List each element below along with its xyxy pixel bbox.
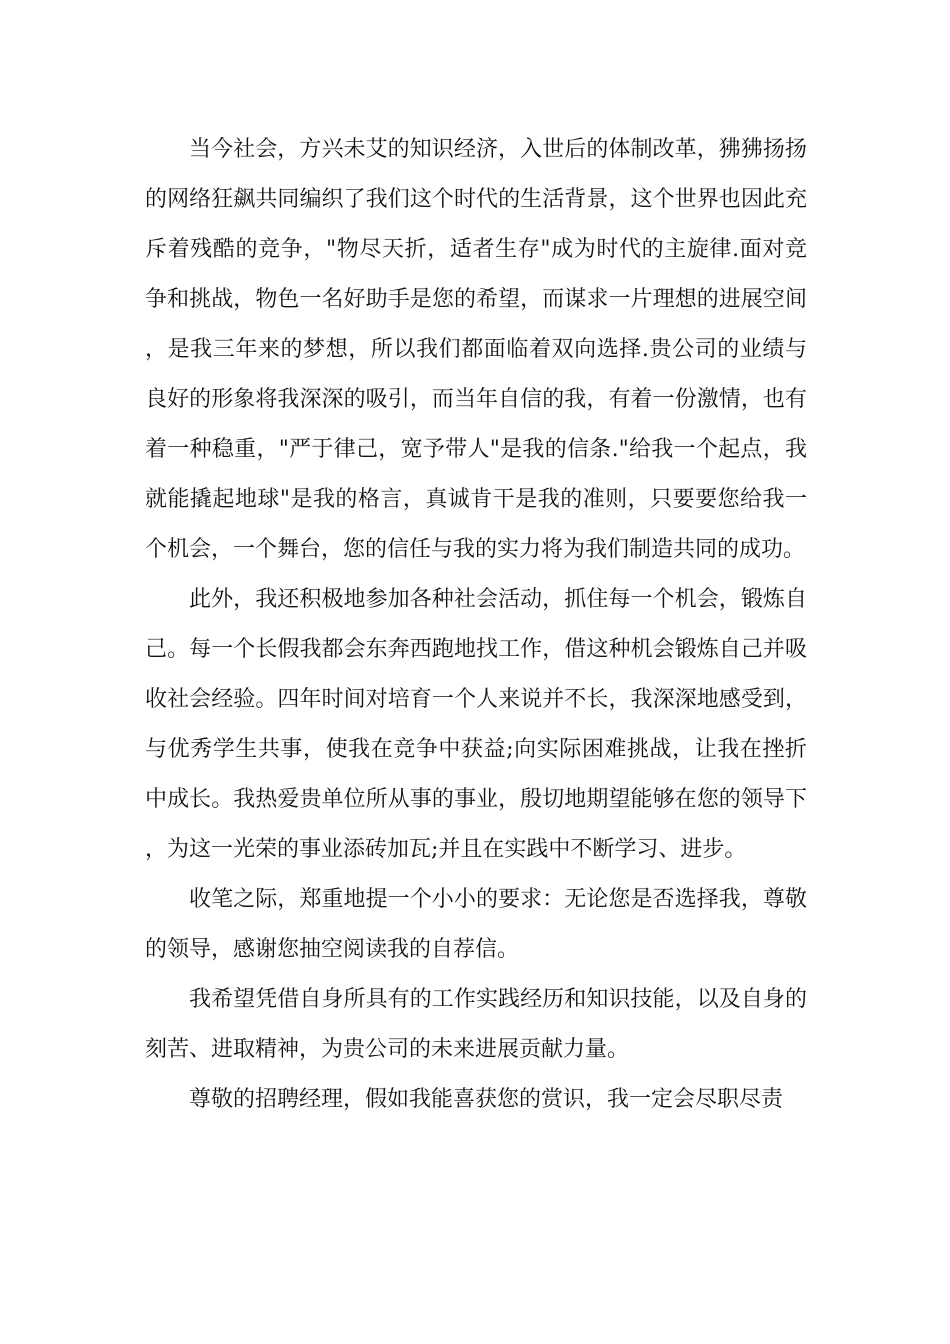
paragraph-2: 此外，我还积极地参加各种社会活动，抓住每一个机会，锻炼自己。每一个长假我都会东奔西跑地找工作，借这种机会锻炼自己并吸收社会经验。四年时间对培育一个人来说并不长，我深深地感受到，与优秀学生共事，使我在竞争中获益;向实际困难挑战，让我在挫折中成长。我热爱贵单位所从事的事业，殷切地期望能够在您的领导下，为这一光荣的事业添砖加瓦;并且在实践中不断学习、进步。 bbox=[145, 587, 807, 862]
paragraph-1: 当今社会，方兴未艾的知识经济，入世后的体制改革，狒狒扬扬的网络狂飙共同编织了我们这个时代的生活背景，这个世界也因此充斥着残酷的竞争，"物尽天折，适者生存"成为时代的主旋律.面对竞争和挑战，物色一名好助手是您的希望，而谋求一片理想的进展空间，是我三年来的梦想，所以我们都面临着双向选择.贵公司的业绩与良好的形象将我深深的吸引，而当年自信的我，有着一份激情，也有着一种稳重，"严于律己，宽予带人"是我的信条."给我一个起点，我就能撬起地球"是我的格言，真诚肯干是我的准则，只要要您给我一个机会，一个舞台，您的信任与我的实力将为我们制造共同的成功。 bbox=[145, 137, 807, 562]
paragraph-3: 收笔之际，郑重地提一个小小的要求：无论您是否选择我，尊敬的领导，感谢您抽空阅读我的自荐信。 bbox=[145, 887, 807, 962]
paragraph-5: 尊敬的招聘经理，假如我能喜获您的赏识，我一定会尽职尽责 bbox=[189, 1087, 784, 1112]
paragraph-4: 我希望凭借自身所具有的工作实践经历和知识技能，以及自身的刻苦、进取精神，为贵公司的未来进展贡献力量。 bbox=[145, 987, 807, 1062]
document-page bbox=[145, 125, 807, 1125]
